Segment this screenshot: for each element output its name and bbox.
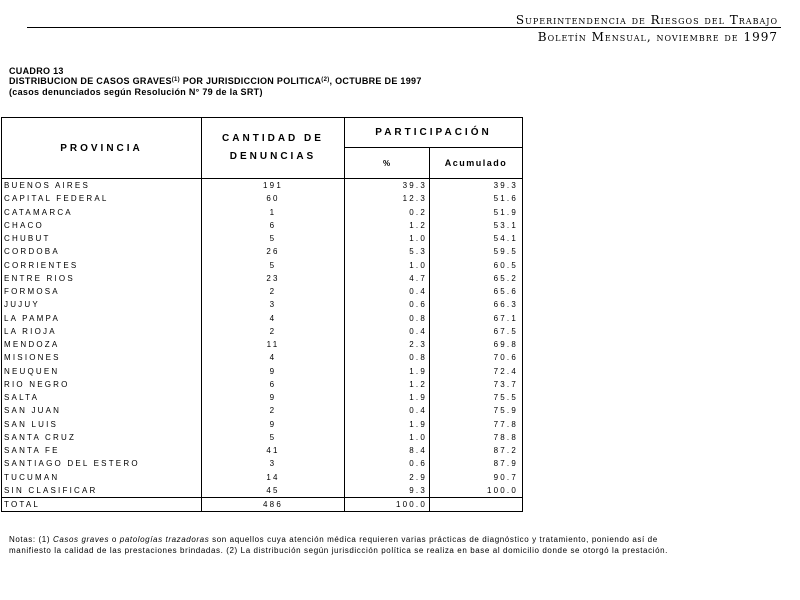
provincia-cell: CHACO bbox=[2, 219, 202, 232]
provincia-cell: CHUBUT bbox=[2, 232, 202, 245]
table-row bbox=[2, 325, 523, 338]
table-row bbox=[2, 484, 523, 498]
cantidad-cell: 4 bbox=[202, 351, 345, 364]
table-row bbox=[2, 245, 523, 258]
cantidad-cell: 5 bbox=[202, 259, 345, 272]
cantidad-cell: 23 bbox=[202, 272, 345, 285]
table-row bbox=[2, 285, 523, 298]
pct-cell: 2.9 bbox=[345, 471, 430, 484]
provincia-cell: CORRIENTES bbox=[2, 259, 202, 272]
pct-cell: 1.9 bbox=[345, 418, 430, 431]
col-header-pct: % bbox=[345, 148, 430, 179]
table-row bbox=[2, 471, 523, 484]
pct-cell: 0.4 bbox=[345, 404, 430, 417]
cantidad-cell: 5 bbox=[202, 232, 345, 245]
total-acumulado-empty bbox=[430, 498, 523, 512]
cantidad-cell: 9 bbox=[202, 418, 345, 431]
pct-cell: 0.6 bbox=[345, 457, 430, 470]
provincia-cell: SAN JUAN bbox=[2, 404, 202, 417]
pct-cell: 0.2 bbox=[345, 206, 430, 219]
header-org-name: Superintendencia de Riesgos del Trabajo bbox=[515, 13, 778, 27]
notes-line1-rest: son aquellos cuya atención médica requieren varias prácticas de diagnóstico y tratamiento, poniendo así de bbox=[209, 535, 658, 544]
pct-cell: 0.6 bbox=[345, 298, 430, 311]
provincia-cell: FORMOSA bbox=[2, 285, 202, 298]
provincia-cell: CATAMARCA bbox=[2, 206, 202, 219]
pct-cell: 1.0 bbox=[345, 232, 430, 245]
header-rule bbox=[27, 27, 781, 28]
provincia-cell: SIN CLASIFICAR bbox=[2, 484, 202, 498]
provincia-cell: RIO NEGRO bbox=[2, 378, 202, 391]
col-header-cantidad-line2: DENUNCIAS bbox=[229, 151, 317, 162]
cantidad-cell: 6 bbox=[202, 219, 345, 232]
total-row bbox=[2, 498, 523, 512]
cantidad-cell: 60 bbox=[202, 192, 345, 205]
col-header-cantidad-line1: CANTIDAD DE bbox=[222, 133, 324, 144]
acumulado-cell: 73.7 bbox=[493, 379, 518, 389]
col-header-acumulado: Acumulado bbox=[430, 148, 523, 179]
pct-cell: 9.3 bbox=[345, 484, 430, 498]
acumulado-cell: 65.2 bbox=[493, 273, 518, 283]
acumulado-cell: 65.6 bbox=[493, 287, 518, 297]
acumulado-cell: 67.1 bbox=[493, 313, 518, 323]
table-row bbox=[2, 457, 523, 470]
cantidad-cell: 2 bbox=[202, 325, 345, 338]
table-number: CUADRO 13 bbox=[9, 66, 64, 76]
provincia-cell: SANTA FE bbox=[2, 444, 202, 457]
pct-cell: 0.8 bbox=[345, 351, 430, 364]
table-title-part1: DISTRIBUCION DE CASOS GRAVES bbox=[9, 76, 172, 86]
acumulado-cell: 75.5 bbox=[493, 393, 518, 403]
table-body bbox=[2, 179, 523, 512]
total-cantidad: 486 bbox=[202, 498, 345, 512]
provincia-cell: MENDOZA bbox=[2, 338, 202, 351]
provincia-cell: BUENOS AIRES bbox=[2, 179, 202, 193]
acumulado-cell: 77.8 bbox=[493, 419, 518, 429]
notes-term-patologias: patologías trazadoras bbox=[119, 535, 210, 544]
provincia-cell: SANTA CRUZ bbox=[2, 431, 202, 444]
table-row bbox=[2, 179, 523, 193]
table-title bbox=[9, 76, 422, 86]
acumulado-cell: 75.9 bbox=[493, 406, 518, 416]
col-header-cantidad bbox=[202, 118, 345, 179]
table-row bbox=[2, 431, 523, 444]
table-row bbox=[2, 298, 523, 311]
cantidad-cell: 6 bbox=[202, 378, 345, 391]
cantidad-cell: 5 bbox=[202, 431, 345, 444]
table-row bbox=[2, 219, 523, 232]
cantidad-cell: 41 bbox=[202, 444, 345, 457]
cantidad-cell: 26 bbox=[202, 245, 345, 258]
acumulado-cell: 87.2 bbox=[493, 446, 518, 456]
provincia-cell: SANTIAGO DEL ESTERO bbox=[2, 457, 202, 470]
cantidad-cell: 1 bbox=[202, 206, 345, 219]
table-row bbox=[2, 192, 523, 205]
acumulado-cell: 51.6 bbox=[493, 194, 518, 204]
table-row bbox=[2, 418, 523, 431]
acumulado-cell: 67.5 bbox=[493, 326, 518, 336]
cantidad-cell: 3 bbox=[202, 457, 345, 470]
acumulado-cell: 69.8 bbox=[493, 340, 518, 350]
table-row bbox=[2, 206, 523, 219]
acumulado-cell: 90.7 bbox=[493, 472, 518, 482]
cases-by-province-table bbox=[1, 117, 523, 512]
total-pct: 100.0 bbox=[345, 498, 430, 512]
col-header-provincia: PROVINCIA bbox=[2, 118, 202, 179]
acumulado-cell: 53.1 bbox=[493, 220, 518, 230]
acumulado-cell: 39.3 bbox=[493, 181, 518, 191]
pct-cell: 8.4 bbox=[345, 444, 430, 457]
provincia-cell: SAN LUIS bbox=[2, 418, 202, 431]
pct-cell: 39.3 bbox=[345, 179, 430, 193]
pct-cell: 1.2 bbox=[345, 219, 430, 232]
cantidad-cell: 11 bbox=[202, 338, 345, 351]
pct-cell: 2.3 bbox=[345, 338, 430, 351]
cantidad-cell: 14 bbox=[202, 471, 345, 484]
total-label: TOTAL bbox=[2, 498, 202, 512]
pct-cell: 12.3 bbox=[345, 192, 430, 205]
provincia-cell: CAPITAL FEDERAL bbox=[2, 192, 202, 205]
pct-cell: 0.8 bbox=[345, 312, 430, 325]
notes bbox=[9, 534, 799, 556]
pct-cell: 1.2 bbox=[345, 378, 430, 391]
acumulado-cell: 100.0 bbox=[486, 485, 518, 495]
pct-cell: 4.7 bbox=[345, 272, 430, 285]
footnote-ref-1: (1) bbox=[171, 77, 180, 83]
table-row bbox=[2, 444, 523, 457]
table-row bbox=[2, 378, 523, 391]
cantidad-cell: 9 bbox=[202, 391, 345, 404]
table-title-part2: POR JURISDICCION POLITICA bbox=[179, 76, 322, 86]
table-row bbox=[2, 404, 523, 417]
footnote-ref-2: (2) bbox=[321, 77, 330, 83]
table-row bbox=[2, 351, 523, 364]
pct-cell: 1.0 bbox=[345, 259, 430, 272]
pct-cell: 1.0 bbox=[345, 431, 430, 444]
table-row bbox=[2, 272, 523, 285]
acumulado-cell: 72.4 bbox=[493, 366, 518, 376]
table-row bbox=[2, 232, 523, 245]
cantidad-cell: 3 bbox=[202, 298, 345, 311]
cantidad-cell: 9 bbox=[202, 365, 345, 378]
cantidad-cell: 45 bbox=[202, 484, 345, 498]
provincia-cell: ENTRE RIOS bbox=[2, 272, 202, 285]
pct-cell: 0.4 bbox=[345, 325, 430, 338]
cantidad-cell: 2 bbox=[202, 404, 345, 417]
pct-cell: 1.9 bbox=[345, 391, 430, 404]
pct-cell: 5.3 bbox=[345, 245, 430, 258]
acumulado-cell: 66.3 bbox=[493, 300, 518, 310]
notes-term-casos-graves: Casos graves bbox=[52, 535, 110, 544]
provincia-cell: LA PAMPA bbox=[2, 312, 202, 325]
table-row bbox=[2, 312, 523, 325]
cantidad-cell: 191 bbox=[202, 179, 345, 193]
provincia-cell: SALTA bbox=[2, 391, 202, 404]
provincia-cell: CORDOBA bbox=[2, 245, 202, 258]
notes-line1 bbox=[9, 534, 799, 545]
provincia-cell: JUJUY bbox=[2, 298, 202, 311]
acumulado-cell: 87.9 bbox=[493, 459, 518, 469]
provincia-cell: MISIONES bbox=[2, 351, 202, 364]
acumulado-cell: 70.6 bbox=[493, 353, 518, 363]
notes-prefix: Notas: (1) bbox=[9, 535, 53, 544]
acumulado-cell: 78.8 bbox=[493, 432, 518, 442]
table-row bbox=[2, 259, 523, 272]
notes-line2: manifiesto la calidad de las prestaciones brindadas. (2) La distribución según jurisdicción política se realiza en base al domicilio donde se otorgó la prestación. bbox=[9, 546, 669, 555]
cantidad-cell: 4 bbox=[202, 312, 345, 325]
acumulado-cell: 60.5 bbox=[493, 260, 518, 270]
table-title-part3: , OCTUBRE DE 1997 bbox=[329, 76, 422, 86]
acumulado-cell: 51.9 bbox=[493, 207, 518, 217]
acumulado-cell: 54.1 bbox=[493, 234, 518, 244]
cantidad-cell: 2 bbox=[202, 285, 345, 298]
header-bulletin-date: Boletín Mensual, noviembre de 1997 bbox=[537, 30, 778, 44]
col-header-participacion: PARTICIPACIÓN bbox=[345, 118, 523, 148]
pct-cell: 1.9 bbox=[345, 365, 430, 378]
pct-cell: 0.4 bbox=[345, 285, 430, 298]
provincia-cell: TUCUMAN bbox=[2, 471, 202, 484]
provincia-cell: LA RIOJA bbox=[2, 325, 202, 338]
table-row bbox=[2, 365, 523, 378]
table-row bbox=[2, 391, 523, 404]
table-subtitle: (casos denunciados según Resolución N° 79 de la SRT) bbox=[9, 87, 263, 97]
notes-connector: o bbox=[109, 535, 120, 544]
provincia-cell: NEUQUEN bbox=[2, 365, 202, 378]
table-row bbox=[2, 338, 523, 351]
acumulado-cell: 59.5 bbox=[493, 247, 518, 257]
